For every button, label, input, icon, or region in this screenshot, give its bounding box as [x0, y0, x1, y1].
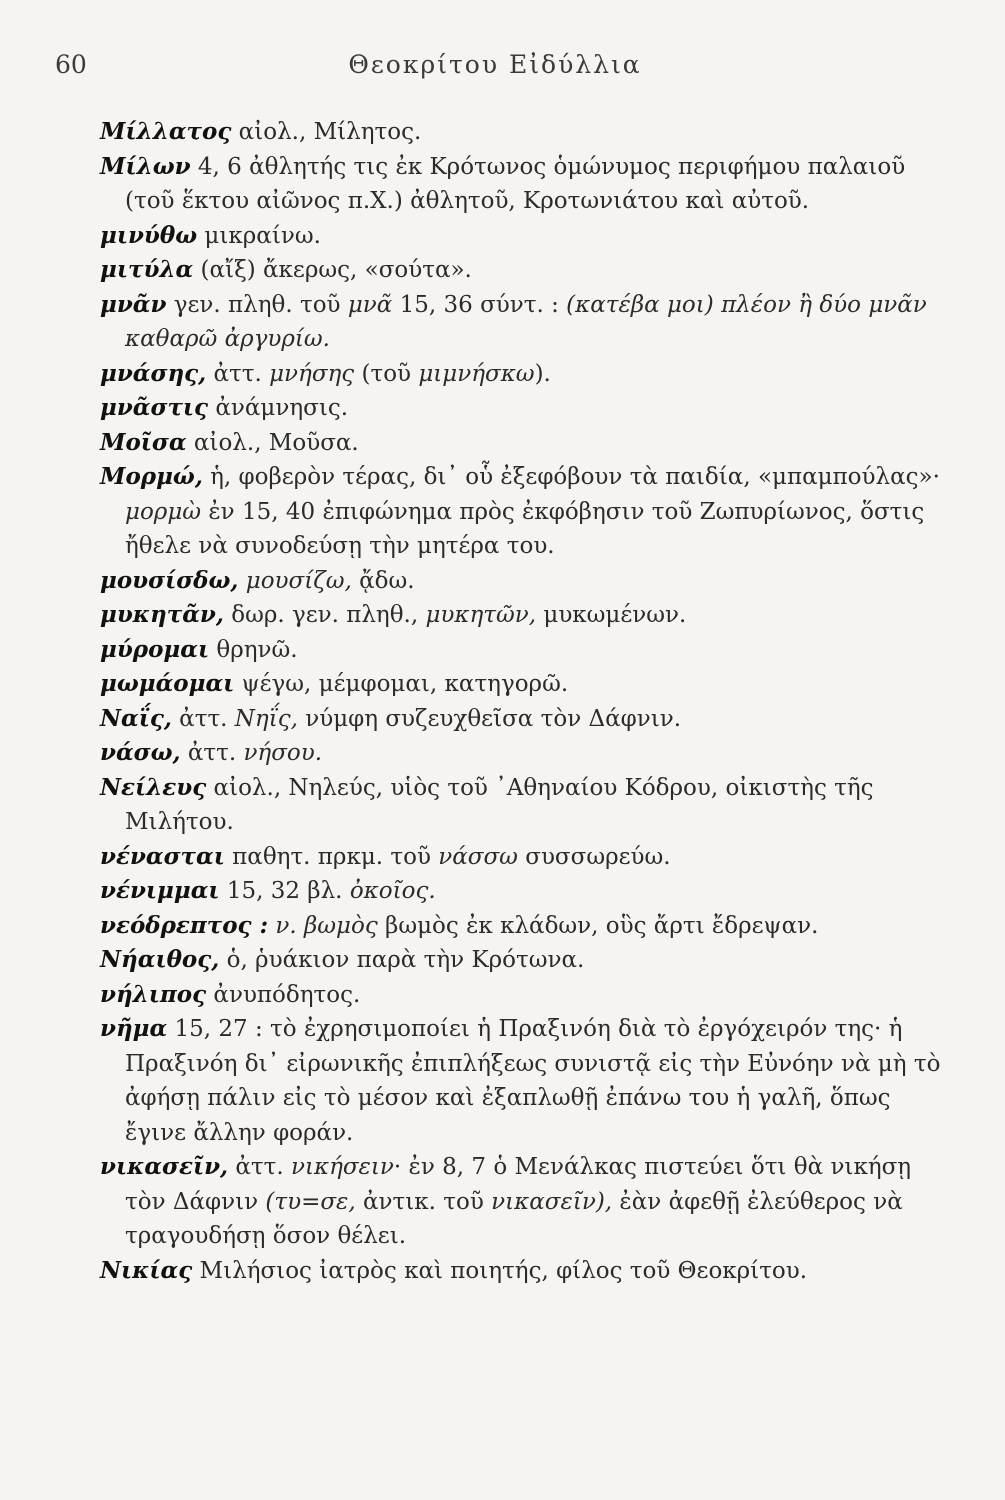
- entry-definition: 4, 6 ἀθλητής τις ἐκ Κρότωνος ὁμώνυμος περιφήμου παλαιοῦ (τοῦ ἕκτου αἰῶνος π.Χ.) ἀθλητοῦ, Κροτωνιάτου καὶ αὐτοῦ.: [125, 153, 906, 214]
- entry-definition: ἀνυπόδητος.: [206, 981, 361, 1008]
- entry-definition: Μιλήσιος ἰατρὸς καὶ ποιητής, φίλος τοῦ Θεοκρίτου.: [192, 1257, 808, 1284]
- entry-citation: μιμνήσκω: [418, 360, 535, 387]
- entry-definition: 15, 27 : τὸ ἐχρησιμοποίει ἡ Πραξινόη διὰ τὸ ἐργόχειρόν της· ἡ Πραξινόη δι᾽ εἰρωνικῆς ἐπιπλήξεως συνιστᾷ εἰς τὴν Εὐνόην νὰ μὴ τὸ ἀφήσῃ πάλιν εἰς τὸ μέσον καὶ ἐξαπλωθῇ ἐπάνω του ἡ γαλῆ, ὅπως ἔγινε ἄλλην φοράν.: [125, 1016, 941, 1146]
- entry-citation: μορμὼ: [125, 498, 202, 525]
- entry-definition: (τοῦ: [354, 360, 419, 387]
- entry-definition: · ἐν 8, 7 ὁ Μενάλκας πιστεύει ὅτι θὰ νικήσῃ τὸν Δάφνιν: [125, 1154, 912, 1215]
- entry-lemma: Ναΐς,: [100, 704, 172, 732]
- glossary-entry: [100, 357, 945, 392]
- entry-citation: νικασεῖν),: [491, 1188, 613, 1215]
- entry-definition: ἀνάμνησις.: [208, 395, 349, 421]
- glossary-entry: [100, 115, 945, 150]
- entry-lemma: μνάσης,: [100, 359, 207, 387]
- entry-definition: ἡ, φοβερὸν τέρας, δι᾽ οὗ ἐξεφόβουν τὰ παιδία, «μπαμπούλας»·: [202, 464, 940, 490]
- entry-lemma: Νείλευς: [100, 773, 207, 801]
- entry-definition: θρηνῶ.: [209, 636, 298, 663]
- page-header: [55, 50, 935, 94]
- entry-definition: ἀντικ. τοῦ: [355, 1188, 492, 1215]
- glossary-entries: [100, 115, 945, 1288]
- entry-lemma: Μοῖσα: [100, 428, 187, 456]
- entry-lemma: νεόδρεπτος :: [100, 911, 269, 939]
- entry-lemma: μωμάομαι: [100, 670, 235, 697]
- glossary-entry: [100, 460, 945, 564]
- entry-definition: νύμφη συζευχθεῖσα τὸν Δάφνιν.: [297, 705, 682, 732]
- running-title: Θεοκρίτου Εἰδύλλια: [348, 50, 642, 79]
- glossary-entry: [100, 253, 945, 288]
- entry-lemma: μιτύλα: [100, 256, 194, 283]
- entry-definition: αἰολ., Νηλεύς, υἱὸς τοῦ ᾿Αθηναίου Κόδρου, οἰκιστὴς τῆς Μιλήτου.: [125, 774, 874, 835]
- entry-citation: (κατέβα μοι) πλέον ἢ δύο μνᾶν καθαρῶ ἀργυρίω.: [125, 291, 927, 352]
- glossary-entry: [100, 1150, 945, 1254]
- entry-lemma: Νικίας: [100, 1256, 193, 1284]
- entry-definition: βωμὸς ἐκ κλάδων, οὓς ἄρτι ἔδρεψαν.: [377, 912, 819, 939]
- glossary-entry: [100, 150, 945, 219]
- glossary-entry: [100, 667, 945, 702]
- entry-definition: ἀττ.: [180, 740, 244, 766]
- glossary-entry: [100, 978, 945, 1013]
- entry-lemma: μνᾶστις: [100, 394, 209, 421]
- entry-citation: νικήσειν: [290, 1154, 394, 1180]
- entry-citation: ὀκοῖος.: [349, 878, 436, 904]
- entry-lemma: νικασεῖν,: [100, 1153, 229, 1180]
- entry-definition: (αἴξ) ἄκερως, «σούτα».: [193, 257, 472, 283]
- glossary-entry: [100, 909, 945, 944]
- glossary-entry: [100, 564, 945, 599]
- entry-definition: μικραίνω.: [197, 222, 321, 249]
- entry-definition: ἐὰν ἀφεθῇ ἐλεύθερος νὰ τραγουδήσῃ ὅσον θέλει.: [125, 1188, 903, 1249]
- entry-citation: μυκητῶν,: [425, 602, 537, 628]
- entry-lemma: νένασται: [100, 842, 225, 870]
- page-number: 60: [55, 50, 87, 79]
- glossary-entry: [100, 426, 945, 461]
- entry-definition: ἀττ.: [171, 705, 235, 732]
- glossary-entry: [100, 1254, 945, 1289]
- glossary-entry: [100, 288, 945, 357]
- entry-lemma: νῆμα: [100, 1015, 168, 1042]
- entry-definition: ᾄδω.: [351, 567, 415, 594]
- entry-citation: Νηΐς,: [234, 705, 298, 732]
- glossary-entry: [100, 391, 945, 426]
- entry-definition: δωρ. γεν. πληθ.,: [223, 602, 426, 628]
- glossary-entry: [100, 840, 945, 875]
- entry-definition: αἰολ., Μίλητος.: [231, 119, 422, 145]
- glossary-entry: [100, 874, 945, 909]
- entry-citation: μνήσης: [269, 360, 355, 387]
- entry-lemma: νήλιπος: [100, 980, 207, 1008]
- glossary-entry: [100, 1012, 945, 1150]
- entry-lemma: νάσω,: [100, 739, 181, 766]
- entry-lemma: Μίλλατος: [100, 118, 232, 145]
- entry-definition: ἀττ.: [206, 360, 270, 387]
- entry-definition: ).: [534, 360, 551, 387]
- entry-definition: [238, 568, 245, 594]
- entry-definition: ἐν 15, 40 ἐπιφώνημα πρὸς ἐκφόβησιν τοῦ Ζωπυρίωνος, ὅστις ἤθελε νὰ συνοδεύσῃ τὴν μητέρα του.: [125, 498, 925, 559]
- entry-definition: μυκωμένων.: [536, 602, 687, 628]
- entry-citation: μνᾶ: [347, 291, 393, 318]
- entry-citation: μουσίζω,: [245, 567, 352, 594]
- entry-definition: ψέγω, μέμφομαι, κατηγορῶ.: [234, 671, 569, 697]
- glossary-entry: [100, 598, 945, 633]
- entry-lemma: Μίλων: [100, 152, 191, 180]
- entry-citation: (τυ=σε,: [265, 1188, 356, 1215]
- entry-citation: νάσσω: [438, 843, 518, 870]
- entry-lemma: νένιμμαι: [100, 877, 220, 904]
- entry-lemma: μινύθω: [100, 221, 198, 249]
- entry-lemma: μύρομαι: [100, 635, 210, 663]
- entry-lemma: μνᾶν: [100, 290, 167, 318]
- entry-definition: αἰολ., Μοῦσα.: [186, 429, 359, 456]
- entry-citation: ν. βωμὸς: [275, 912, 378, 939]
- entry-lemma: Μορμώ,: [100, 463, 203, 490]
- entry-lemma: μυκητᾶν,: [100, 601, 224, 628]
- entry-lemma: μουσίσδω,: [100, 566, 239, 594]
- entry-definition: ἀττ.: [228, 1154, 291, 1180]
- entry-definition: 15, 32 βλ.: [219, 878, 350, 904]
- entry-definition: παθητ. πρκμ. τοῦ: [224, 843, 439, 870]
- entry-definition: ὁ, ῥυάκιον παρὰ τὴν Κρότωνα.: [219, 947, 585, 973]
- glossary-entry: [100, 736, 945, 771]
- entry-citation: νήσου.: [243, 740, 323, 766]
- glossary-entry: [100, 771, 945, 840]
- glossary-entry: [100, 943, 945, 978]
- entry-definition: συσσωρεύω.: [517, 843, 671, 870]
- entry-definition: 15, 36 σύντ. :: [392, 291, 567, 318]
- glossary-entry: [100, 633, 945, 668]
- entry-lemma: Νήαιθος,: [100, 946, 220, 973]
- entry-definition: γεν. πληθ. τοῦ: [166, 291, 348, 318]
- glossary-entry: [100, 219, 945, 254]
- glossary-entry: [100, 702, 945, 737]
